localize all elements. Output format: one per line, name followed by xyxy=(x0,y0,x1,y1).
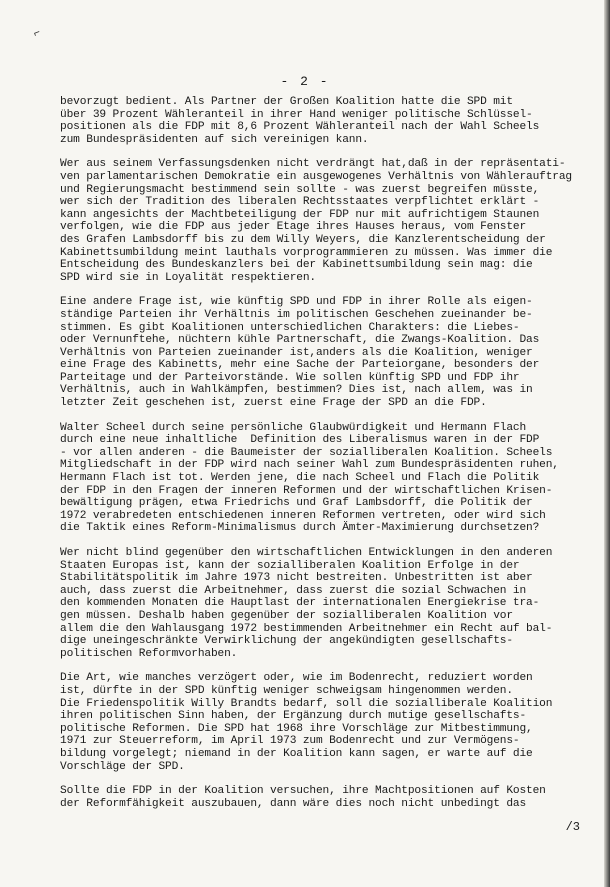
page-number: - 2 - xyxy=(280,74,330,89)
paragraph-2: Wer aus seinem Verfassungsdenken nicht verdrängt hat,daß in der repräsentati- ven parlamentarischen Demokratie ein ausgewogenes Verhältnis von Wählerauftrag und Regierungsmacht bestimmend sein sollte - was zuerst begreifen müsste, wer sich der Tradition des liberalen Rechtsstaates verpflichtet erklärt - kann angesichts der Machtbeteiligung der FDP nur mit aufrichtigem Staunen verfolgen, wie die FDP aus jeder Etage ihres Hauses heraus, vom Fenster des Grafen Lambsdorff bis zu dem Willy Weyers, die Kanzlerentscheidung der Kabinettsumbildung meint lauthals vorprogrammieren zu müssen. Was immer die Entscheidung des Bundeskanzlers bei der Kabinettsumbildung sein mag: die SPD wird sie in Loyalität respektieren. xyxy=(60,158,572,284)
paragraph-5: Wer nicht blind gegenüber den wirtschaftlichen Entwicklungen in den anderen Staaten Europas ist, kann der sozialliberalen Koalition Erfolge in der Stabilitätspolitik im Jahre 1973 nicht bestreiten. Unbestritten ist aber auch, dass zuerst die Arbeitnehmer, dass zuerst die sozial Schwachen in den kommenden Monaten die Hauptlast der internationalen Energiekrise tra- gen müssen. Deshalb haben gegenüber der sozialliberalen Koalition vor allem die den Wahlausgang 1972 bestimmenden Arbeitnehmer ein Recht auf bal- dige uneingeschränkte Verwirklichung der angekündigten gesellschafts- politischen Reformvorhaben. xyxy=(60,547,553,660)
paragraph-1: bevorzugt bedient. Als Partner der Großen Koalition hatte die SPD mit über 39 Prozent Wähleranteil in ihrer Hand weniger politische Schlüssel- positionen als die FDP mit 8,6 Prozent Wähleranteil nach der Wahl Scheels zum Bundespräsidenten auf sich vereinigen kann. xyxy=(60,96,540,146)
scan-edge-shadow xyxy=(604,0,610,887)
paragraph-7: Sollte die FDP in der Koalition versuchen, ihre Machtpositionen auf Kosten der Reformfähigkeit auszubauen, dann wäre dies noch nicht unbedingt das xyxy=(60,785,546,810)
continuation-mark: /3 xyxy=(565,820,580,834)
paragraph-3: Eine andere Frage ist, wie künftig SPD und FDP in ihrer Rolle als eigen- ständige Parteien ihr Verhältnis im politischen Geschehen zueinander be- stimmen. Es gibt Koalitionen unterschiedlichen Charakters: die Liebes- oder Vernunftehe, nüchtern kühle Partnerschaft, die Zwangs-Koalition. Das Verhältnis von Parteien zueinander ist,anders als die Koalition, weniger eine Frage des Kabinetts, mehr eine Sache der Parteiorgane, besonders der Parteitage und der Parteivorstände. Wie sollen künftig SPD und FDP ihr Verhältnis, auch in Wahlkämpfen, bestimmen? Dies ist, nach allem, was in letzter Zeit geschehen ist, zuerst eine Frage der SPD an die FDP. xyxy=(60,296,540,410)
corner-mark: ⌐ xyxy=(32,27,43,41)
paragraph-6: Die Art, wie manches verzögert oder, wie im Bodenrecht, reduziert worden ist, dürfte in der SPD künftig weniger schweigsam hingenommen werden. Die Friedenspolitik Willy Brandts bedarf, soll die sozialliberale Koalition ihren politischen Sinn haben, der Ergänzung durch mutige gesellschafts- politische Reformen. Die SPD hat 1968 ihre Vorschläge zur Mitbestimmung, 1971 zur Steuerreform, im April 1973 zum Bodenrecht und zur Vermögens- bildung vorgelegt; niemand in der Koalition kann sagen, er warte auf die Vorschläge der SPD. xyxy=(60,672,553,773)
body-text xyxy=(60,96,600,822)
paragraph-4: Walter Scheel durch seine persönliche Glaubwürdigkeit und Hermann Flach durch eine neue inhaltliche Definition des Liberalismus waren in der FDP - vor allen anderen - die Baumeister der sozialliberalen Koalition. Scheels Mitgliedschaft in der FDP wird nach seiner Wahl zum Bundespräsidenten ruhen, Hermann Flach ist tot. Werden jene, die nach Scheel und Flach die Politik der FDP in den Fragen der inneren Reformen und der wirtschaftlichen Krisen- bewältigung prägen, etwa Friedrichs und Graf Lambsdorff, die Politik der 1972 verabredeten entschiedenen inneren Reformen vertreten, oder wird sich die Taktik eines Reform-Minimalismus durch Ämter-Maximierung durchsetzen? xyxy=(60,421,559,535)
